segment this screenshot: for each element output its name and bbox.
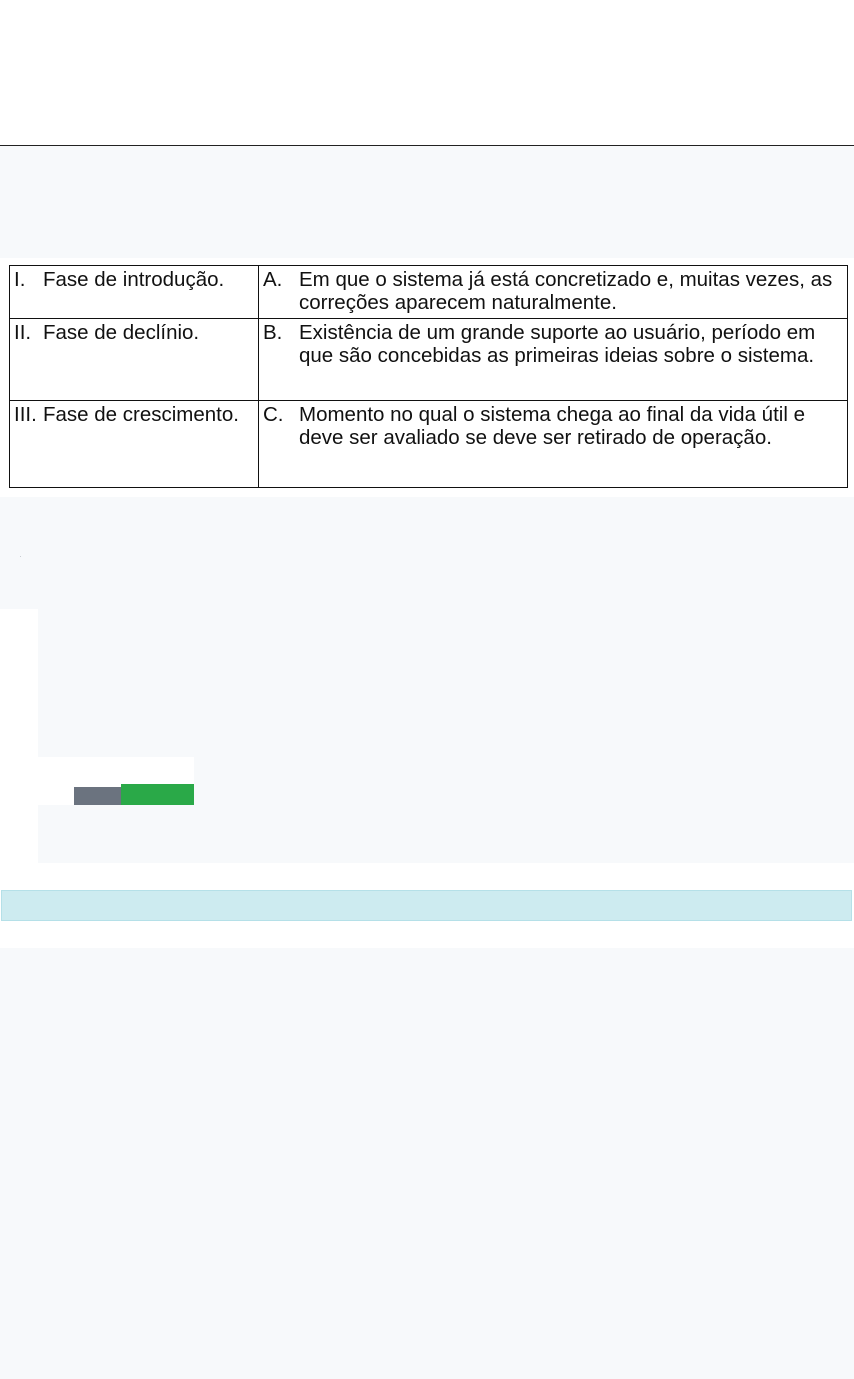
table-row xyxy=(10,401,848,488)
phase-label: Fase de crescimento. xyxy=(43,403,239,427)
divider-dot xyxy=(20,556,21,557)
description-text: Momento no qual o sistema chega ao final da vida útil e deve ser avaliado se deve ser retirado de operação. xyxy=(299,403,805,450)
description-cell xyxy=(259,266,848,319)
phase-cell xyxy=(10,401,259,488)
phase-label: Fase de introdução. xyxy=(43,268,225,291)
phase-number: I. xyxy=(14,268,26,291)
question-statement-panel xyxy=(0,146,854,258)
answer-footer-panel xyxy=(38,805,854,863)
phase-number: II. xyxy=(14,321,32,345)
explanation-panel xyxy=(0,948,854,1379)
description-text: Em que o sistema já está concretizado e, muitas vezes, as correções aparecem naturalmente. xyxy=(299,268,833,314)
description-letter: B. xyxy=(263,321,283,345)
table-row xyxy=(10,266,848,319)
description-cell xyxy=(259,319,848,401)
description-text: Existência de um grande suporte ao usuário, período em que são concebidas as primeiras ideias sobre o sistema. xyxy=(299,321,816,368)
phase-number: III. xyxy=(14,403,37,427)
description-cell xyxy=(259,401,848,488)
question-prompt-panel xyxy=(0,497,854,609)
description-letter: C. xyxy=(263,403,284,427)
phase-cell xyxy=(10,319,259,401)
matching-table xyxy=(9,265,848,488)
phase-label: Fase de declínio. xyxy=(43,321,200,345)
confirm-action-button[interactable] xyxy=(121,784,194,805)
table-row xyxy=(10,319,848,401)
answer-options-panel xyxy=(38,609,854,757)
secondary-action-button[interactable] xyxy=(74,787,121,805)
phase-cell xyxy=(10,266,259,319)
feedback-alert-bar xyxy=(1,890,852,921)
answer-options-panel-right xyxy=(194,757,854,805)
description-letter: A. xyxy=(263,268,283,291)
